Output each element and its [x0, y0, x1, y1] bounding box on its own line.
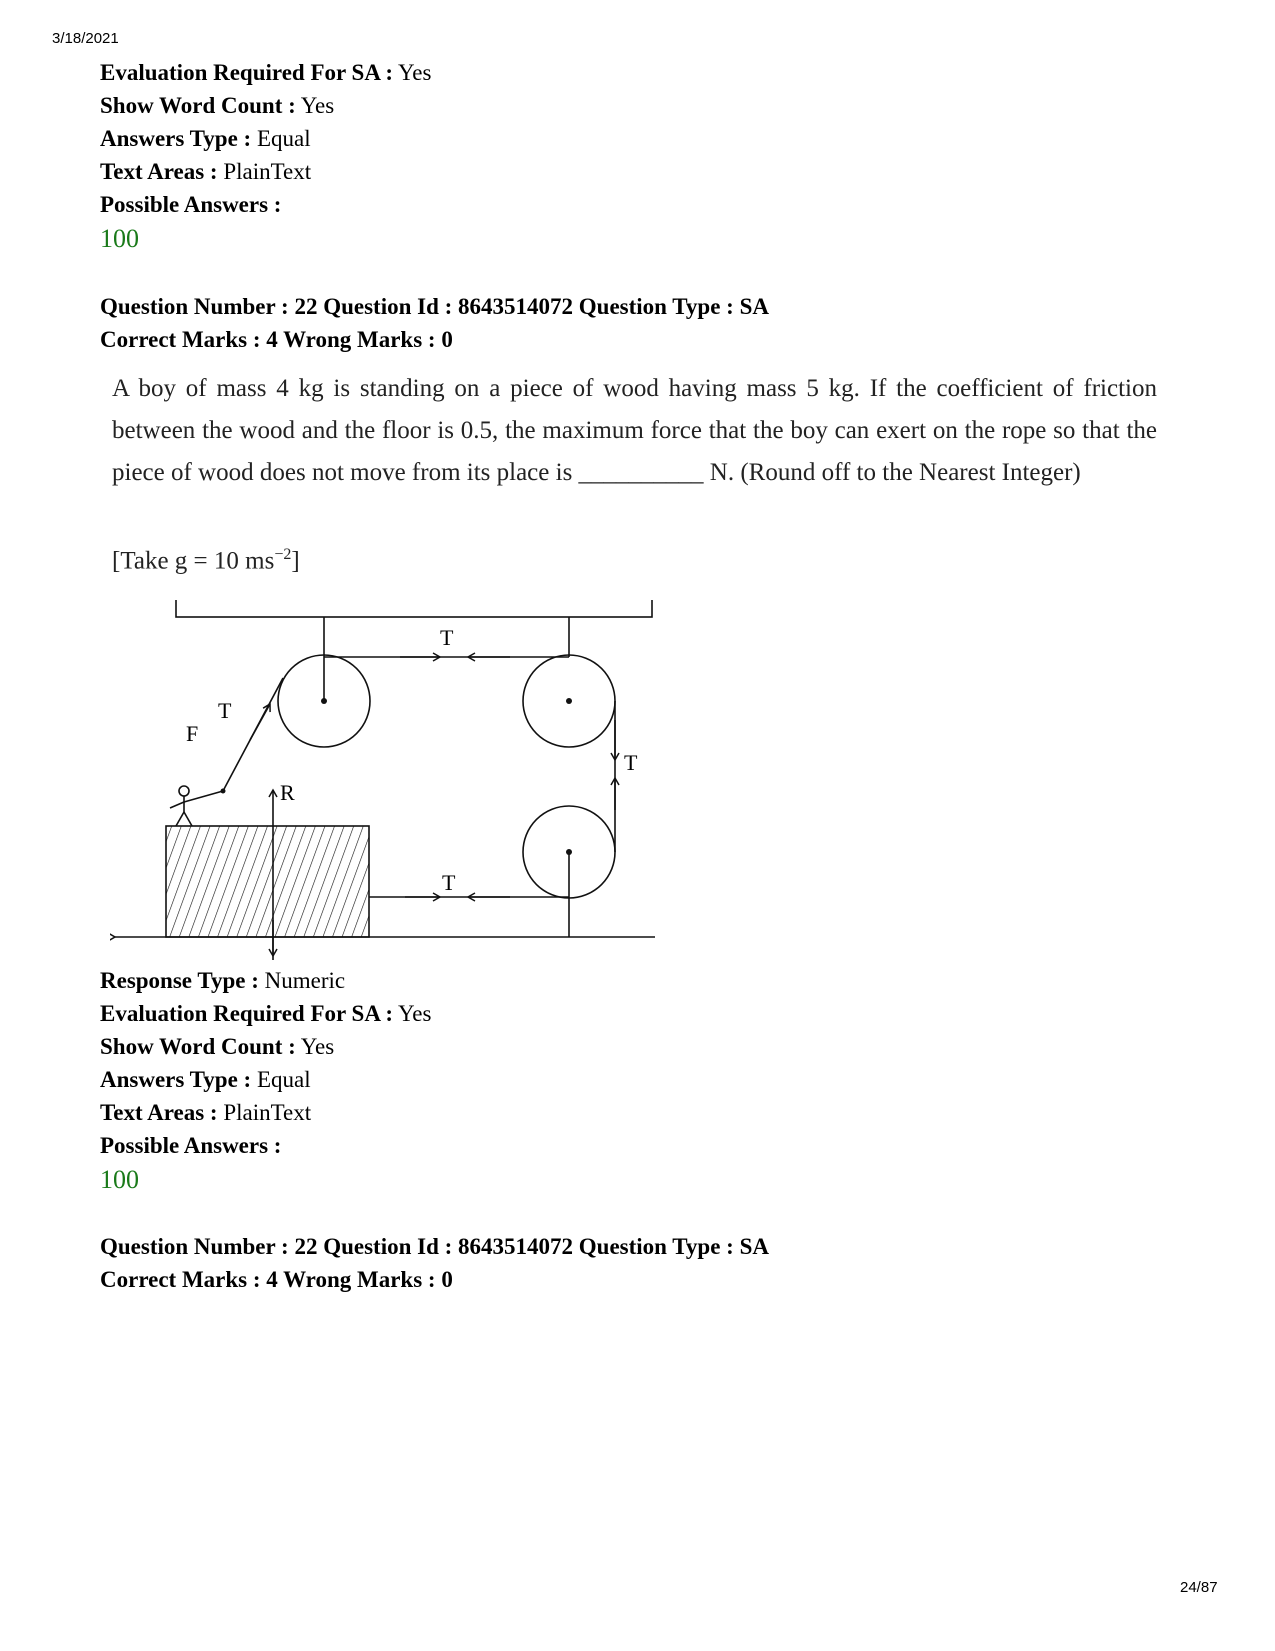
meta-line-evaluation	[100, 56, 431, 89]
meta-value: Yes	[398, 60, 432, 85]
possible-answer-value: 100	[100, 224, 139, 253]
meta-label: Evaluation Required For SA :	[100, 1001, 394, 1026]
answer-meta-block-1	[100, 56, 431, 257]
meta-label: Possible Answers :	[100, 1133, 282, 1158]
pulley-axle	[321, 698, 327, 704]
answer-meta-block-2	[100, 964, 431, 1198]
take-prefix: [Take g = 10 ms	[112, 547, 275, 575]
question-id-line: Question Number : 22 Question Id : 8643514072 Question Type : SA	[100, 1234, 769, 1259]
meta-line-word-count	[100, 1030, 431, 1063]
label-tension-bottom: T	[442, 870, 456, 895]
question-text: A boy of mass 4 kg is standing on a piece of wood having mass 5 kg. If the coefficient of friction between the wood and the floor is 0.5, the maximum force that the boy can exert on the rope so that the piece of wood does not move from its place is __________ N. (Round off to the Nearest Integer)	[112, 375, 1157, 486]
meta-line-evaluation	[100, 997, 431, 1030]
pulley-axle	[566, 698, 572, 704]
meta-value: Yes	[300, 93, 335, 118]
meta-label: Text Areas :	[100, 159, 218, 184]
meta-value: PlainText	[223, 1100, 312, 1125]
question-id-line: Question Number : 22 Question Id : 8643514072 Question Type : SA	[100, 294, 769, 319]
print-date: 3/18/2021	[52, 30, 119, 47]
label-force: F	[186, 721, 199, 746]
take-suffix: ]	[291, 547, 300, 575]
label-tension-right: T	[624, 750, 638, 775]
question-header-2	[100, 1230, 769, 1296]
meta-line-possible-answers	[100, 188, 431, 221]
wood-block	[166, 826, 369, 937]
meta-value: Numeric	[264, 968, 346, 993]
boy-figure	[170, 786, 223, 826]
page-number: 24/87	[1180, 1579, 1218, 1596]
meta-value: PlainText	[223, 159, 312, 184]
meta-label: Show Word Count :	[100, 1034, 296, 1059]
meta-label: Response Type :	[100, 968, 259, 993]
meta-label: Text Areas :	[100, 1100, 218, 1125]
meta-label: Answers Type :	[100, 1067, 252, 1092]
meta-line-text-areas	[100, 155, 431, 188]
pulley-axle	[566, 849, 572, 855]
meta-value: Equal	[256, 1067, 311, 1092]
meta-label: Show Word Count :	[100, 93, 296, 118]
meta-line-answers-type	[100, 122, 431, 155]
take-exponent: −2	[274, 546, 292, 563]
meta-value: Yes	[398, 1001, 432, 1026]
ceiling-beam	[176, 600, 652, 617]
meta-line-answers-type	[100, 1063, 431, 1096]
meta-line-response-type	[100, 964, 431, 997]
meta-value: Equal	[256, 126, 311, 151]
meta-line-text-areas	[100, 1096, 431, 1129]
meta-label: Possible Answers :	[100, 192, 282, 217]
rope-end	[221, 789, 226, 794]
meta-value: Yes	[300, 1034, 335, 1059]
meta-line-possible-answers	[100, 1129, 431, 1162]
meta-line-word-count	[100, 89, 431, 122]
question-marks-line: Correct Marks : 4 Wrong Marks : 0	[100, 327, 453, 352]
label-tension-rope: T	[218, 698, 232, 723]
question-header-1	[100, 290, 769, 356]
meta-label: Answers Type :	[100, 126, 252, 151]
meta-label: Evaluation Required For SA :	[100, 60, 394, 85]
label-reaction: R	[280, 780, 295, 805]
rope-force-arrow	[250, 704, 270, 740]
pulley-diagram	[110, 600, 670, 960]
label-tension-top: T	[440, 625, 454, 650]
question-marks-line: Correct Marks : 4 Wrong Marks : 0	[100, 1267, 453, 1292]
question-given-value	[112, 546, 300, 575]
possible-answer-value: 100	[100, 1165, 139, 1194]
